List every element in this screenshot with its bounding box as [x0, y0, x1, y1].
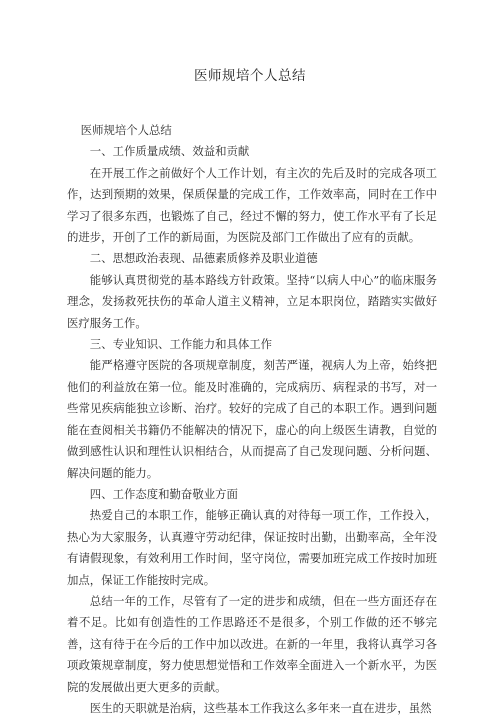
- section-heading: 二、思想政治表现、品德素质修养及职业道德: [89, 251, 318, 266]
- document-title: 医师规培个人总结: [194, 68, 306, 84]
- paragraph: 在开展工作之前做好个人工作计划，有主次的先后及时的完成各项工作，达到预期的效果，保质保量的完成工作，工作效率高，同时在工作中学习了很多东西，也锻炼了自己，经过不懈的努力，使工作水平有了长足的进步，开创了工作的新局面，为医院及部门工作做出了应有的贡献。: [67, 165, 437, 245]
- document-body: [67, 120, 437, 719]
- paragraph: 医生的天职就是治病，这些基本工作我这么多年来一直在进步，虽然: [89, 700, 432, 715]
- paragraph: 热爱自己的本职工作，能够正确认真的对待每一项工作，工作投入，热心为大家服务，认真遵守劳动纪律，保证按时出勤，出勤率高，全年没有请假现象，有效利用工作时间，坚守岗位，需要加班完成工作按时加班加点，保证工作能按时完成。: [67, 508, 437, 587]
- section-heading: 三、专业知识、工作能力和具体工作: [89, 337, 273, 352]
- paragraph: 能够认真贯彻党的基本路线方针政策。坚持“以病人中心”的临床服务理念，发扬救死扶伤的革命人道主义精神，立足本职岗位，踏踏实实做好医疗服务工作。: [67, 272, 437, 330]
- section-heading: 四、工作态度和勤奋敬业方面: [89, 486, 238, 501]
- paragraph: 总结一年的工作，尽管有了一定的进步和成绩，但在一些方面还存在着不足。比如有创造性的工作思路还不是很多，个别工作做的还不够完善，这有待于在今后的工作中加以改进。在新的一年里，我将认真学习各项政策规章制度，努力使思想觉悟和工作效率全面进入一个新水平，为医院的发展做出更大更多的贡献。: [67, 593, 437, 694]
- section-heading: 一、工作质量成绩、效益和贡献: [89, 144, 250, 159]
- paragraph: 能严格遵守医院的各项规章制度，刻苦严谨，视病人为上帝，始终把他们的利益放在第一位。能及时准确的，完成病历、病程录的书写，对一些常见疾病能独立诊断、治疗。较好的完成了自己的本职工作。遇到问题能在查阅相关书籍仍不能解决的情况下，虚心的向上级医生请教，自觉的做到感性认识和理性认识相结合，从而提高了自己发现问题、分析问题、解决问题的能力。: [67, 358, 437, 480]
- body-heading: 医师规培个人总结: [80, 123, 172, 137]
